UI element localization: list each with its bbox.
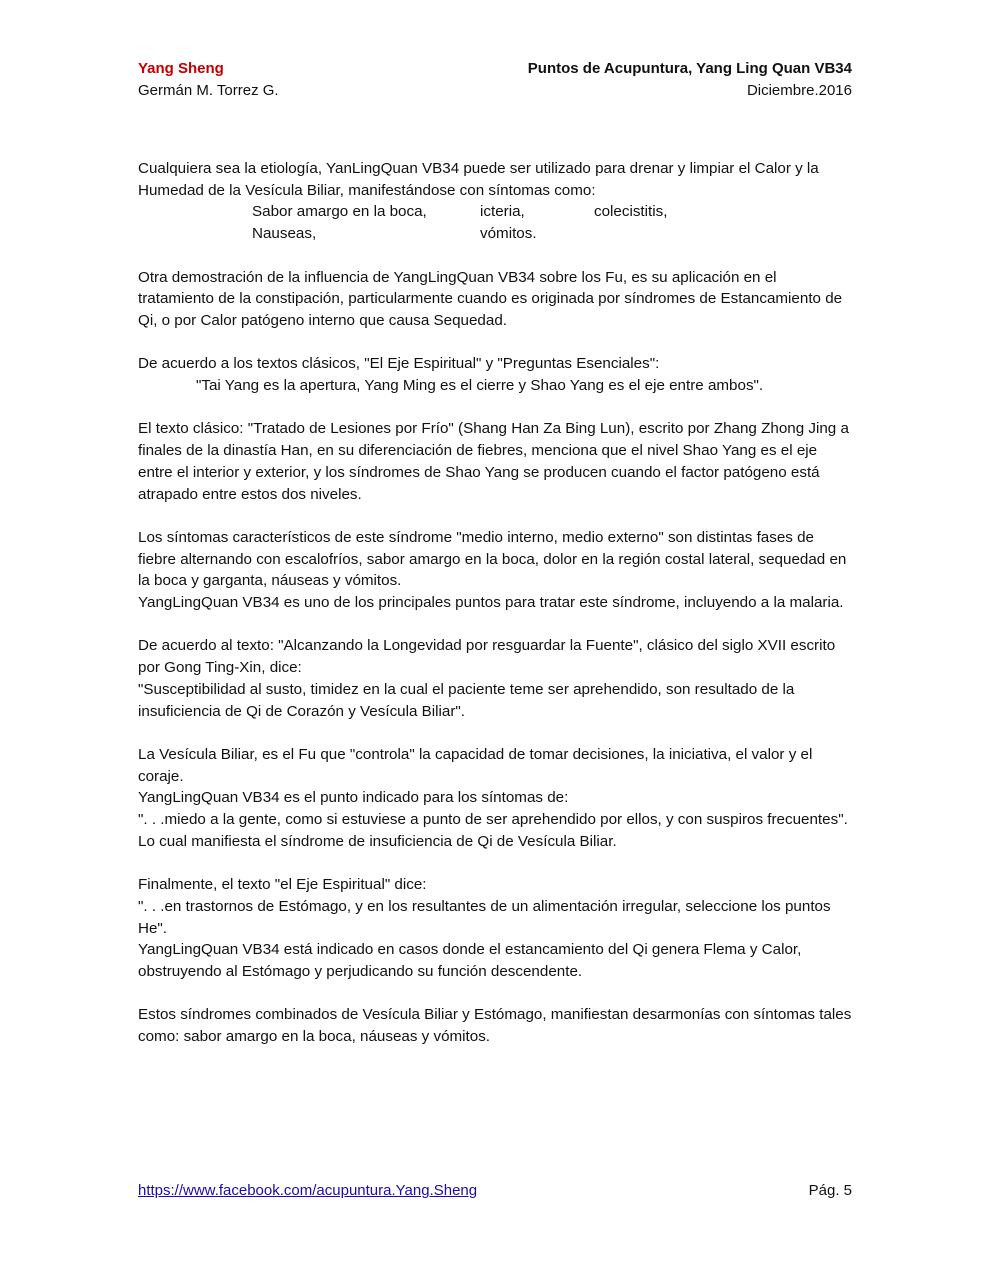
header-row-1 (138, 58, 852, 80)
brand-title: Yang Sheng (138, 60, 224, 77)
page-footer (138, 1180, 852, 1202)
paragraph: YangLingQuan VB34 está indicado en casos donde el estancamiento del Qi genera Flema y Calor, obstruyendo al Estómago y perjudicando su función descendente. (138, 941, 802, 980)
paragraph: YangLingQuan VB34 es uno de los principales puntos para tratar este síndrome, incluyendo a la malaria. (138, 594, 844, 611)
paragraph: De acuerdo al texto: "Alcanzando la Longevidad por resguardar la Fuente", clásico del siglo XVII escrito por Gong Ting-Xin, dice: (138, 637, 836, 677)
symptom-list (138, 201, 854, 244)
document-body (138, 158, 854, 1069)
symptom-item: colecistitis, (594, 203, 668, 221)
facebook-link[interactable]: https://www.facebook.com/acupuntura.Yang.Sheng (138, 1182, 478, 1199)
quote: ". . .en trastornos de Estómago, y en los resultantes de un alimentación irregular, seleccione los puntos He". (138, 897, 831, 937)
paragraph: El texto clásico: "Tratado de Lesiones por Frío" (Shang Han Za Bing Lun), escrito por Zhang Zhong Jing a finales de la dinastía Han, en su diferenciación de fiebres, menciona que el nivel Shao Yang es el eje entre el interior y exterior, y los síndromes de Shao Yang se producen cuando el factor patógeno está atrapado entre estos dos niveles. (138, 420, 849, 503)
document-date: Diciembre.2016 (746, 82, 852, 99)
quote: "Susceptibilidad al susto, timidez en la cual el paciente teme ser aprehendido, son resultado de la insuficiencia de Qi de Corazón y Vesícula Biliar". (138, 680, 795, 720)
symptom-item (594, 223, 714, 245)
author-name: Germán M. Torrez G. (138, 82, 279, 99)
page-number: Pág. 5 (808, 1182, 852, 1199)
document-title: Puntos de Acupuntura, Yang Ling Quan VB34 (527, 60, 852, 77)
paragraph: La Vesícula Biliar, es el Fu que "controla" la capacidad de tomar decisiones, la iniciativa, el valor y el coraje. (138, 745, 813, 785)
symptom-item: Nauseas, (252, 225, 317, 243)
paragraph: Finalmente, el texto "el Eje Espiritual" dice: (138, 876, 427, 894)
page-header (138, 58, 852, 102)
paragraph: Lo cual manifiesta el síndrome de insuficiencia de Qi de Vesícula Biliar. (138, 832, 617, 850)
quote: ". . .miedo a la gente, como si estuviese a punto de ser aprehendido por ellos, y con suspiros frecuentes". (138, 811, 848, 828)
paragraph: Cualquiera sea la etiología, YanLingQuan VB34 puede ser utilizado para drenar y limpiar el Calor y la Humedad de la Vesícula Biliar, manifestándose con síntomas como: (138, 160, 819, 199)
paragraph: Estos síndromes combinados de Vesícula Biliar y Estómago, manifiestan desarmonías con síntomas tales como: sabor amargo en la boca, náuseas y vómitos. (138, 1006, 852, 1045)
symptom-item: vómitos. (480, 225, 537, 243)
paragraph: Los síntomas característicos de este síndrome "medio interno, medio externo" son distintas fases de fiebre alternando con escalofríos, sabor amargo en la boca, dolor en la región costal lateral, sequedad en la boca y garganta, náuseas y vómitos. (138, 528, 847, 590)
paragraph: De acuerdo a los textos clásicos, "El Eje Espiritual" y "Preguntas Esenciales": (138, 355, 660, 373)
quote: "Tai Yang es la apertura, Yang Ming es el cierre y Shao Yang es el eje entre ambos". (196, 377, 764, 394)
header-row-2 (138, 80, 852, 102)
paragraph: YangLingQuan VB34 es el punto indicado para los síntomas de: (138, 789, 569, 807)
symptom-item: Sabor amargo en la boca, (252, 203, 427, 221)
symptom-item: icteria, (480, 203, 525, 221)
paragraph: Otra demostración de la influencia de YangLingQuan VB34 sobre los Fu, es su aplicación en el tratamiento de la constipación, particularmente cuando es originada por síndromes de Estancamiento de Qi, o por Calor patógeno interno que causa Sequedad. (138, 268, 843, 329)
